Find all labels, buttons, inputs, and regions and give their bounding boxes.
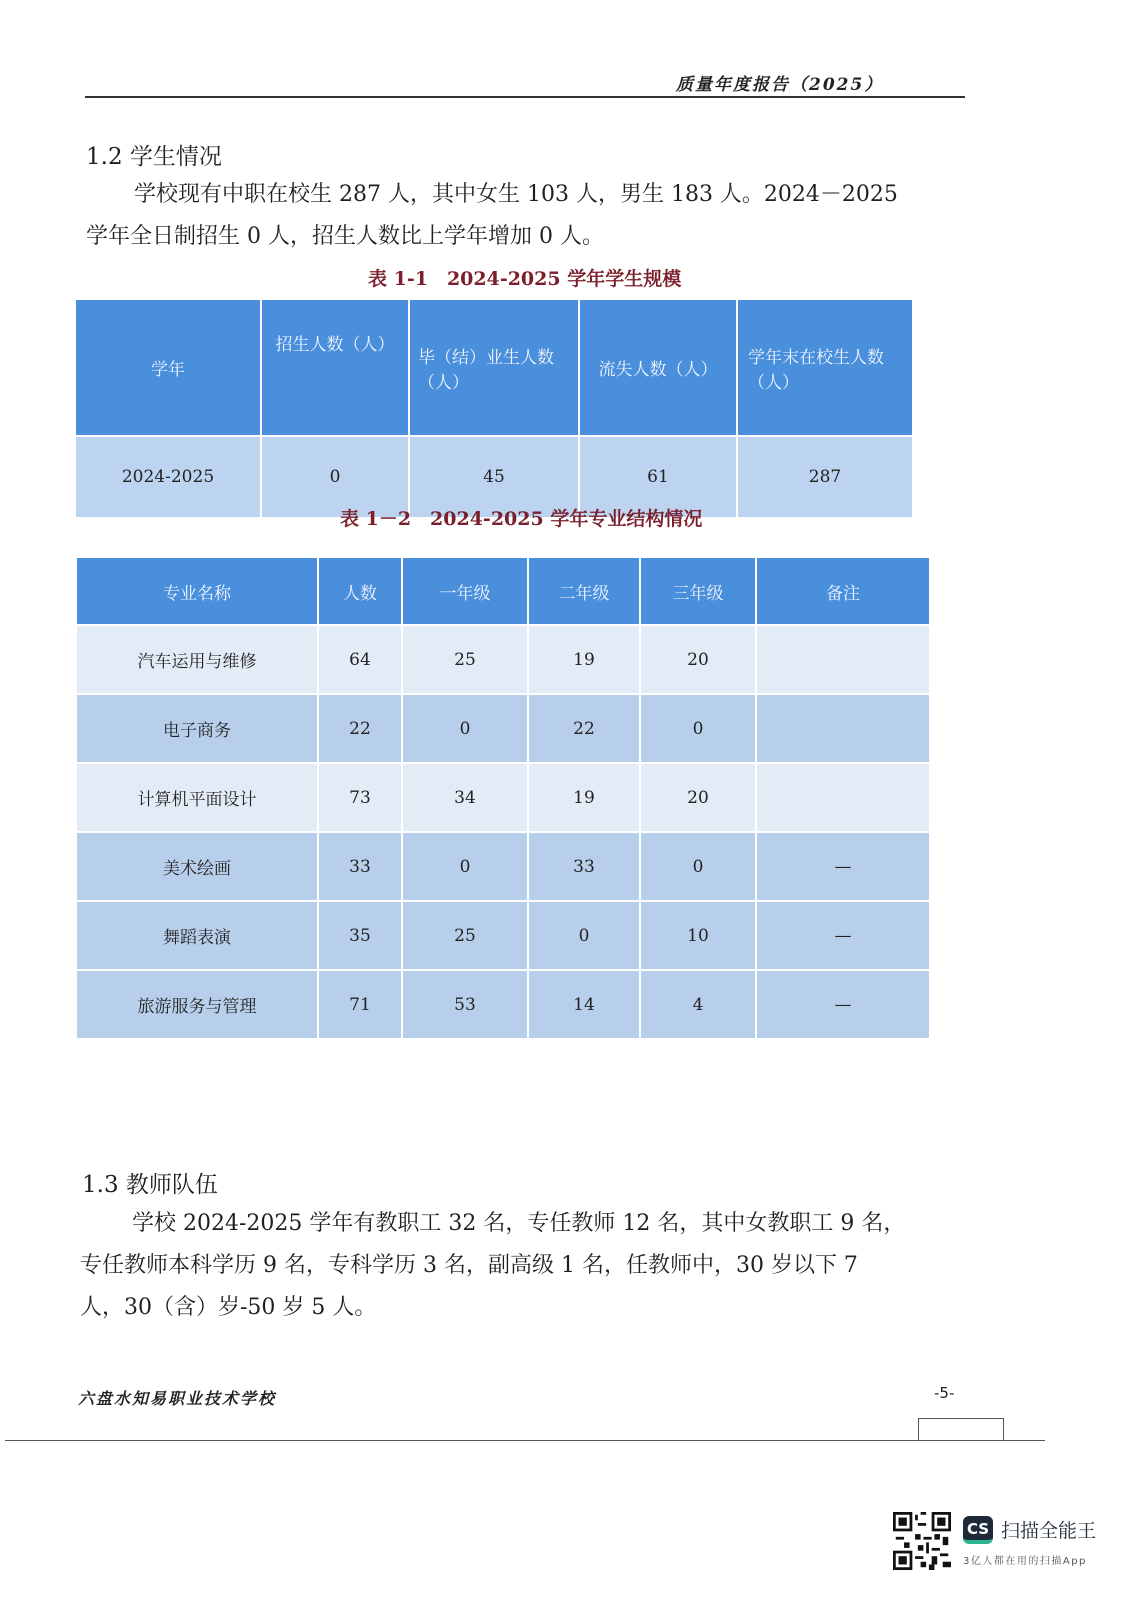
cell-notes: —: [757, 971, 929, 1038]
cell-year: 2024-2025: [76, 437, 260, 517]
table-row: [77, 626, 929, 693]
cell-dropouts: 61: [580, 437, 736, 517]
col-header-grade3: 三年级: [641, 558, 755, 624]
cell-grade3: 20: [641, 764, 755, 831]
cell-notes: [757, 764, 929, 831]
table-row: [77, 833, 929, 900]
section-1-3-para-line1: 学校 2024-2025 学年有教职工 32 名，专任教师 12 名，其中女教职工 9 名，: [132, 1211, 906, 1236]
cell-grade1: 25: [403, 902, 527, 969]
section-heading-1-2: 1.2 学生情况: [86, 144, 222, 170]
scanner-app-name: 扫描全能王: [1001, 1520, 1097, 1542]
cell-notes: —: [757, 902, 929, 969]
cell-grade2: 19: [529, 764, 639, 831]
cell-major: 美术绘画: [77, 833, 317, 900]
table-row: [77, 902, 929, 969]
col-header-end-of-year: 学年末在校生人数（人）: [738, 300, 912, 435]
cell-major: 汽车运用与维修: [77, 626, 317, 693]
col-header-major: 专业名称: [77, 558, 317, 624]
cell-grade1: 0: [403, 833, 527, 900]
cell-grade1: 25: [403, 626, 527, 693]
cell-notes: [757, 695, 929, 762]
cell-end-of-year: 287: [738, 437, 912, 517]
cell-notes: [757, 626, 929, 693]
cell-notes: —: [757, 833, 929, 900]
cell-major: 旅游服务与管理: [77, 971, 317, 1038]
cell-count: 64: [319, 626, 401, 693]
table-header-row: [77, 558, 929, 624]
cell-grade3: 10: [641, 902, 755, 969]
cell-grade1: 34: [403, 764, 527, 831]
col-header-enrollment: 招生人数（人）: [262, 300, 408, 435]
cell-grade3: 20: [641, 626, 755, 693]
section-1-2-para-line2: 学年全日制招生 0 人，招生人数比上学年增加 0 人。: [86, 224, 604, 249]
section-heading-1-3: 1.3 教师队伍: [82, 1172, 218, 1198]
col-header-graduates: 毕（结）业生人数（人）: [410, 300, 578, 435]
major-structure-table: [75, 556, 931, 1040]
cell-grade3: 0: [641, 833, 755, 900]
footer-school-name: 六盘水知易职业技术学校: [78, 1389, 277, 1408]
qr-code-icon: [893, 1512, 951, 1570]
cell-major: 电子商务: [77, 695, 317, 762]
cell-enrollment: 0: [262, 437, 408, 517]
table-row: [77, 971, 929, 1038]
section-1-3-para-line3: 人，30（含）岁-50 岁 5 人。: [80, 1295, 377, 1320]
page-tab-mark: [918, 1418, 1004, 1441]
scanner-app-tagline: 3亿人都在用的扫描App: [963, 1556, 1087, 1567]
cell-grade2: 33: [529, 833, 639, 900]
cell-count: 35: [319, 902, 401, 969]
section-1-2-para-line1: 学校现有中职在校生 287 人，其中女生 103 人，男生 183 人。2024－2025: [134, 182, 898, 207]
report-header-title: 质量年度报告（2025）: [676, 75, 884, 95]
section-1-3-para-line2: 专任教师本科学历 9 名，专科学历 3 名，副高级 1 名，任教师中，30 岁以下 7: [80, 1253, 858, 1278]
cell-grade3: 0: [641, 695, 755, 762]
col-header-dropouts: 流失人数（人）: [580, 300, 736, 435]
cell-count: 33: [319, 833, 401, 900]
cell-count: 71: [319, 971, 401, 1038]
col-header-year: 学年: [76, 300, 260, 435]
cell-grade2: 22: [529, 695, 639, 762]
scanner-app-logo: CS: [963, 1516, 993, 1544]
table-row: [77, 764, 929, 831]
cell-grade3: 4: [641, 971, 755, 1038]
table-row: [77, 695, 929, 762]
col-header-notes: 备注: [757, 558, 929, 624]
footer-divider: [5, 1440, 1045, 1441]
cell-grade1: 53: [403, 971, 527, 1038]
cell-graduates: 45: [410, 437, 578, 517]
table1-caption: 表 1-1 2024-2025 学年学生规模: [368, 268, 682, 290]
header-divider: [85, 96, 965, 98]
cell-grade1: 0: [403, 695, 527, 762]
cell-count: 73: [319, 764, 401, 831]
cell-major: 舞蹈表演: [77, 902, 317, 969]
student-scale-table: [74, 298, 914, 519]
col-header-grade1: 一年级: [403, 558, 527, 624]
table2-caption: 表 1－2 2024-2025 学年专业结构情况: [340, 508, 703, 530]
cell-grade2: 19: [529, 626, 639, 693]
cell-count: 22: [319, 695, 401, 762]
col-header-count: 人数: [319, 558, 401, 624]
table-header-row: [76, 300, 912, 435]
scanner-watermark: [893, 1512, 1118, 1597]
page-number: -5-: [934, 1384, 955, 1402]
cell-grade2: 0: [529, 902, 639, 969]
col-header-grade2: 二年级: [529, 558, 639, 624]
cell-major: 计算机平面设计: [77, 764, 317, 831]
cell-grade2: 14: [529, 971, 639, 1038]
